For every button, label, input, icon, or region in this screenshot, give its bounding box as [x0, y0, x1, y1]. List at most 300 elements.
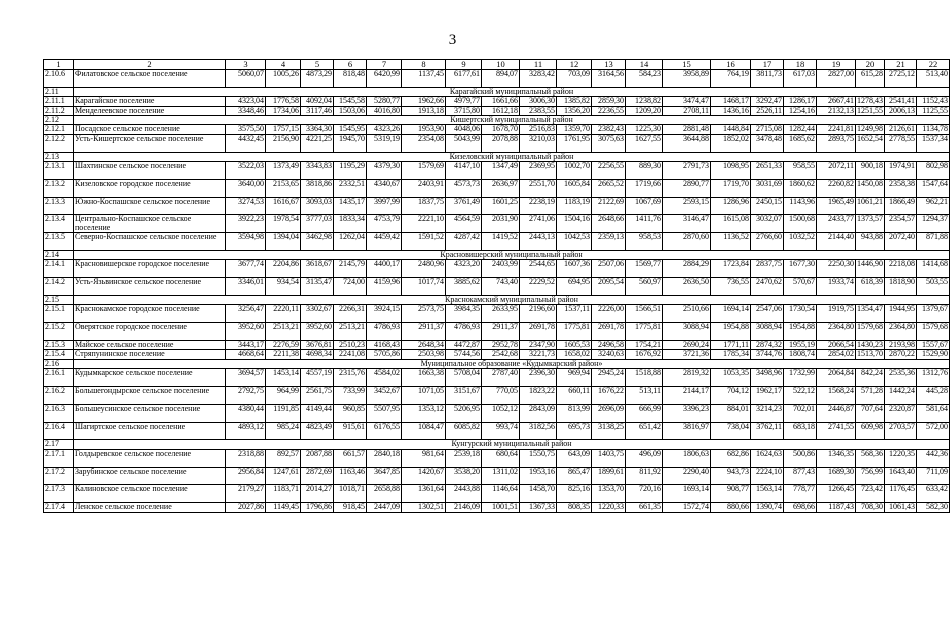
- value-cell: 4753,79: [367, 215, 402, 233]
- value-cell: 1913,18: [402, 106, 446, 115]
- value-cell: 3151,67: [446, 387, 482, 405]
- header-cell: 3: [226, 60, 266, 70]
- value-cell: 2318,88: [226, 449, 266, 467]
- value-cell: 2708,11: [663, 106, 711, 115]
- value-cell: 1134,78: [917, 125, 950, 134]
- value-cell: 1833,34: [334, 215, 367, 233]
- value-cell: 1757,15: [266, 125, 301, 134]
- header-cell: 22: [917, 60, 950, 70]
- settlement-name: Шахтинское сельское поселение: [74, 162, 226, 180]
- value-cell: 1312,76: [917, 369, 950, 387]
- value-cell: 3594,98: [226, 233, 266, 251]
- value-cell: 3093,03: [301, 197, 334, 215]
- value-cell: 1503,06: [334, 106, 367, 115]
- value-cell: 2396,30: [520, 369, 557, 387]
- section-code: 2.17: [44, 440, 74, 449]
- row-code: 2.13.5: [44, 233, 74, 251]
- value-cell: 733,99: [334, 387, 367, 405]
- value-cell: 2881,48: [663, 125, 711, 134]
- section-title: Муниципальное образование «Кудымкарский район»: [74, 359, 950, 368]
- value-cell: 723,42: [856, 485, 885, 503]
- value-cell: 1537,11: [557, 305, 592, 323]
- value-cell: 943,88: [856, 233, 885, 251]
- value-cell: 2870,60: [663, 233, 711, 251]
- header-cell: 21: [885, 60, 917, 70]
- table-row: [44, 305, 950, 323]
- value-cell: 3677,74: [226, 260, 266, 278]
- value-cell: 2573,75: [402, 305, 446, 323]
- value-cell: 1249,98: [857, 124, 883, 134]
- value-cell: 1658,02: [557, 350, 592, 359]
- value-cell: 1754,21: [626, 341, 663, 350]
- settlement-name: Голдыревское сельское поселение: [74, 449, 226, 467]
- header-cell: 12: [557, 60, 592, 70]
- value-cell: 1678,70: [482, 125, 520, 134]
- value-cell: 3952,60: [226, 323, 266, 341]
- value-cell: 3744,76: [751, 350, 784, 359]
- value-cell: 4340,67: [367, 179, 402, 197]
- value-cell: 1545,58: [334, 97, 367, 106]
- value-cell: 4323,04: [226, 97, 266, 106]
- value-cell: 3240,63: [592, 350, 626, 359]
- value-cell: 1379,67: [917, 305, 950, 323]
- row-code: 2.14.2: [44, 278, 74, 296]
- value-cell: 1852,02: [711, 134, 751, 152]
- row-code: 2.17.3: [44, 485, 74, 503]
- value-cell: 2510,66: [663, 305, 711, 323]
- value-cell: 2778,55: [885, 134, 917, 152]
- value-cell: 5705,86: [367, 350, 402, 359]
- value-cell: 560,97: [626, 278, 663, 296]
- value-cell: 2633,95: [482, 305, 520, 323]
- value-cell: 3885,62: [446, 278, 482, 296]
- value-cell: 660,11: [557, 387, 592, 405]
- value-cell: 1569,77: [626, 260, 663, 278]
- value-cell: 3135,47: [301, 278, 334, 296]
- value-cell: 3818,86: [301, 179, 334, 197]
- value-cell: 2593,15: [663, 197, 711, 215]
- value-cell: 3811,73: [751, 70, 784, 88]
- value-cell: 2064,84: [817, 369, 856, 387]
- value-cell: 4557,19: [301, 369, 334, 387]
- value-cell: 1286,96: [711, 197, 751, 215]
- value-cell: 3396,23: [663, 404, 711, 422]
- value-cell: 3522,03: [226, 162, 266, 180]
- value-cell: 1450,08: [856, 179, 885, 197]
- value-cell: 1294,37: [917, 215, 950, 233]
- value-cell: 2383,55: [520, 106, 557, 115]
- value-cell: 1719,70: [711, 179, 751, 197]
- value-cell: 1238,82: [626, 97, 663, 106]
- value-cell: 884,01: [711, 404, 751, 422]
- value-cell: 2145,79: [334, 260, 367, 278]
- value-cell: 1933,74: [817, 278, 856, 296]
- row-code: 2.13.2: [44, 179, 74, 197]
- value-cell: 2211,38: [266, 350, 301, 359]
- value-cell: 1146,64: [482, 485, 520, 503]
- settlement-name: Южно-Коспашское сельское поселение: [74, 197, 226, 215]
- value-cell: 5043,99: [446, 134, 482, 152]
- value-cell: 2725,12: [885, 70, 917, 88]
- value-cell: 2072,11: [817, 162, 856, 180]
- value-cell: 2874,32: [751, 341, 784, 350]
- value-cell: 1453,14: [266, 369, 301, 387]
- value-cell: 2078,88: [482, 134, 520, 152]
- value-cell: 2766,60: [751, 233, 784, 251]
- value-cell: 1723,84: [711, 260, 751, 278]
- settlement-name: Калиновское сельское поселение: [74, 485, 226, 503]
- value-cell: 2347,90: [520, 341, 557, 350]
- header-cell: 17: [751, 60, 784, 70]
- value-cell: 1191,85: [266, 404, 301, 422]
- value-cell: 3302,67: [301, 305, 334, 323]
- value-cell: 1067,69: [626, 197, 663, 215]
- settlement-name: Центрально-Коспашское сельское поселение: [74, 215, 226, 233]
- settlement-name: Усть-Кишертское сельское поселение: [74, 134, 226, 152]
- value-cell: 1187,43: [817, 503, 856, 512]
- value-cell: 1557,67: [917, 341, 950, 350]
- value-cell: 445,28: [917, 387, 950, 405]
- value-cell: 3210,03: [520, 134, 557, 152]
- value-cell: 3032,07: [751, 215, 784, 233]
- value-cell: 3075,63: [592, 134, 626, 152]
- value-cell: 2715,08: [751, 125, 784, 134]
- value-cell: 2859,30: [592, 97, 626, 106]
- value-cell: 969,94: [557, 369, 592, 387]
- table-body: [44, 60, 950, 513]
- value-cell: 908,77: [711, 485, 751, 503]
- value-cell: 5206,95: [446, 404, 482, 422]
- row-code: 2.10.6: [44, 70, 74, 88]
- value-cell: 2636,97: [482, 179, 520, 197]
- settlement-name: Майское сельское поселение: [74, 341, 226, 350]
- value-cell: 2480,96: [402, 260, 446, 278]
- value-cell: 865,47: [557, 467, 592, 485]
- section-code: 2.12: [44, 116, 74, 125]
- header-cell: 13: [592, 60, 626, 70]
- value-cell: 4149,44: [301, 404, 334, 422]
- value-cell: 2561,75: [301, 387, 334, 405]
- value-cell: 2787,40: [482, 369, 520, 387]
- value-cell: 4159,96: [367, 278, 402, 296]
- value-cell: 1962,17: [751, 387, 784, 405]
- value-cell: 1356,20: [557, 106, 592, 115]
- value-cell: 1579,69: [402, 162, 446, 180]
- section-code: 2.16: [44, 359, 74, 368]
- table-row: [44, 369, 950, 387]
- row-code: 2.11.1: [44, 97, 74, 106]
- value-cell: 3997,99: [367, 197, 402, 215]
- value-cell: 2087,88: [301, 449, 334, 467]
- value-cell: 503,55: [917, 278, 950, 296]
- value-cell: 3006,30: [520, 97, 557, 106]
- value-cell: 1183,19: [557, 197, 592, 215]
- table-row: [44, 215, 950, 233]
- value-cell: 958,53: [626, 233, 663, 251]
- settlement-name: Оверятское городское поселение: [74, 323, 226, 341]
- value-cell: 4221,25: [301, 134, 334, 152]
- value-cell: 3346,01: [226, 278, 266, 296]
- value-cell: 892,57: [266, 449, 301, 467]
- value-cell: 666,99: [626, 404, 663, 422]
- table-row: [44, 503, 950, 512]
- value-cell: 1018,71: [334, 485, 367, 503]
- value-cell: 4564,59: [446, 215, 482, 233]
- value-cell: 2354,57: [885, 215, 917, 233]
- value-cell: 2031,90: [482, 215, 520, 233]
- value-cell: 2358,38: [885, 179, 917, 197]
- value-cell: 2893,75: [817, 134, 856, 152]
- value-cell: 1537,34: [917, 134, 950, 152]
- value-cell: 2364,80: [885, 323, 917, 341]
- value-cell: 1676,22: [592, 387, 626, 405]
- value-cell: 2179,27: [226, 485, 266, 503]
- value-cell: 1953,16: [520, 467, 557, 485]
- section-code: 2.15: [44, 296, 74, 305]
- value-cell: 1137,45: [402, 70, 446, 88]
- value-cell: 1732,99: [784, 369, 817, 387]
- value-cell: 1017,74: [402, 278, 446, 296]
- value-cell: 2364,80: [817, 323, 856, 341]
- value-cell: 1005,26: [266, 70, 301, 88]
- row-code: 2.16.2: [44, 387, 74, 405]
- value-cell: 3640,00: [226, 179, 266, 197]
- value-cell: 1962,66: [402, 97, 446, 106]
- value-cell: 2320,87: [885, 404, 917, 422]
- value-cell: 2144,17: [663, 387, 711, 405]
- value-cell: 1353,12: [402, 404, 446, 422]
- row-code: 2.15.4: [44, 350, 74, 359]
- section-title: Красновишерский муниципальный район: [74, 251, 950, 260]
- value-cell: 5319,19: [367, 134, 402, 152]
- table-row: [44, 323, 950, 341]
- value-cell: 1420,67: [402, 467, 446, 485]
- value-cell: 5280,77: [367, 97, 402, 106]
- value-cell: 5060,07: [226, 70, 266, 88]
- value-cell: 1730,54: [784, 305, 817, 323]
- value-cell: 4584,02: [367, 369, 402, 387]
- value-cell: 1796,86: [301, 503, 334, 512]
- value-cell: 2359,13: [592, 233, 626, 251]
- value-cell: 1411,76: [626, 215, 663, 233]
- value-cell: 2236,55: [592, 106, 626, 115]
- value-cell: 1953,90: [402, 125, 446, 134]
- value-cell: 2276,59: [266, 341, 301, 350]
- value-cell: 633,42: [917, 485, 950, 503]
- value-cell: 522,12: [784, 387, 817, 405]
- value-cell: 572,00: [917, 422, 950, 440]
- value-cell: 1448,84: [711, 125, 751, 134]
- value-cell: 3283,42: [520, 70, 557, 88]
- value-cell: 694,95: [557, 278, 592, 296]
- section-row: [44, 440, 950, 449]
- value-cell: 1579,68: [917, 323, 950, 341]
- value-cell: 778,77: [784, 485, 817, 503]
- value-cell: 1084,47: [402, 422, 446, 440]
- value-cell: 4380,44: [226, 404, 266, 422]
- value-cell: 915,61: [334, 422, 367, 440]
- value-cell: 1719,66: [626, 179, 663, 197]
- value-cell: 2132,13: [817, 106, 856, 115]
- header-cell: 7: [367, 60, 402, 70]
- value-cell: 1500,68: [784, 215, 817, 233]
- table-row: [44, 387, 950, 405]
- value-cell: 2204,86: [266, 260, 301, 278]
- value-cell: 1954,88: [711, 323, 751, 341]
- value-cell: 2819,32: [663, 369, 711, 387]
- value-cell: 1563,14: [751, 485, 784, 503]
- value-cell: 3715,80: [446, 106, 482, 115]
- value-cell: 1643,40: [885, 467, 917, 485]
- value-cell: 2446,87: [817, 404, 856, 422]
- value-cell: 3644,88: [663, 134, 711, 152]
- value-cell: 3958,89: [663, 70, 711, 88]
- value-cell: 1098,95: [711, 162, 751, 180]
- value-cell: 4893,12: [226, 422, 266, 440]
- value-cell: 2516,83: [520, 125, 557, 134]
- value-cell: 2911,37: [402, 323, 446, 341]
- value-cell: 2470,62: [751, 278, 784, 296]
- value-cell: 2872,69: [301, 467, 334, 485]
- value-cell: 500,86: [784, 449, 817, 467]
- value-cell: 5507,95: [367, 404, 402, 422]
- value-cell: 1061,43: [885, 503, 917, 512]
- table-row: [44, 233, 950, 251]
- settlement-name: Краснокамское городское поселение: [74, 305, 226, 323]
- value-cell: 1394,04: [266, 233, 301, 251]
- value-cell: 695,73: [557, 422, 592, 440]
- section-code: 2.14: [44, 251, 74, 260]
- value-cell: 2006,13: [885, 106, 917, 115]
- value-cell: 2741,06: [520, 215, 557, 233]
- row-code: 2.17.4: [44, 503, 74, 512]
- value-cell: 4379,30: [367, 162, 402, 180]
- value-cell: 1125,55: [917, 106, 950, 115]
- settlement-name: Кизеловское городское поселение: [74, 179, 226, 197]
- value-cell: 2956,84: [226, 467, 266, 485]
- settlement-name: Посадское сельское поселение: [74, 125, 226, 134]
- value-cell: 698,66: [784, 503, 817, 512]
- value-cell: 1251,55: [857, 105, 883, 115]
- value-cell: 1373,49: [266, 162, 301, 180]
- table-row: [44, 260, 950, 278]
- value-cell: 1061,21: [856, 197, 885, 215]
- value-cell: 2153,65: [266, 179, 301, 197]
- value-cell: 661,57: [334, 449, 367, 467]
- value-cell: 1367,33: [520, 503, 557, 512]
- value-cell: 1954,88: [784, 323, 817, 341]
- value-cell: 2256,55: [592, 162, 626, 180]
- value-cell: 985,24: [266, 422, 301, 440]
- value-cell: 1143,96: [784, 197, 817, 215]
- value-cell: 2658,88: [367, 485, 402, 503]
- value-cell: 702,01: [784, 404, 817, 422]
- value-cell: 3762,11: [751, 422, 784, 440]
- row-code: 2.17.2: [44, 467, 74, 485]
- value-cell: 1919,75: [817, 305, 856, 323]
- value-cell: 4400,17: [367, 260, 402, 278]
- value-cell: 1808,74: [784, 350, 817, 359]
- value-cell: 2156,90: [266, 134, 301, 152]
- value-cell: 1403,75: [592, 449, 626, 467]
- value-cell: 3761,49: [446, 197, 482, 215]
- value-cell: 3952,60: [301, 323, 334, 341]
- value-cell: 1053,35: [711, 369, 751, 387]
- value-cell: 2290,40: [663, 467, 711, 485]
- value-cell: 1612,18: [482, 106, 520, 115]
- value-cell: 3214,23: [751, 404, 784, 422]
- row-code: 2.11.2: [44, 106, 74, 115]
- table-row: [44, 467, 950, 485]
- value-cell: 1513,70: [857, 349, 883, 359]
- value-cell: 1390,74: [751, 503, 784, 512]
- value-cell: 720,16: [626, 485, 663, 503]
- value-cell: 1042,53: [557, 233, 592, 251]
- value-cell: 724,00: [334, 278, 367, 296]
- value-cell: 682,86: [711, 449, 751, 467]
- value-cell: 1529,90: [917, 350, 950, 359]
- value-cell: 1616,67: [266, 197, 301, 215]
- value-cell: 1278,43: [857, 96, 883, 106]
- settlement-name: Стряпунинское поселение: [74, 350, 226, 359]
- value-cell: 4323,26: [367, 125, 402, 134]
- value-cell: 2369,95: [520, 162, 557, 180]
- value-cell: 900,18: [856, 162, 885, 180]
- value-cell: 4698,34: [301, 350, 334, 359]
- value-cell: 1419,52: [482, 233, 520, 251]
- value-cell: 707,64: [856, 404, 885, 422]
- value-cell: 1504,16: [557, 215, 592, 233]
- value-cell: 1353,70: [592, 485, 626, 503]
- value-cell: 802,98: [917, 162, 950, 180]
- value-cell: 1359,70: [557, 125, 592, 134]
- value-cell: 2443,13: [520, 233, 557, 251]
- value-cell: 4048,06: [446, 125, 482, 134]
- table-row: [44, 162, 950, 180]
- value-cell: 3221,73: [520, 350, 557, 359]
- settlement-name: Карагайское поселение: [74, 97, 226, 106]
- table-row: [44, 449, 950, 467]
- table-row: [44, 134, 950, 152]
- value-cell: 889,30: [626, 162, 663, 180]
- row-code: 2.15.3: [44, 341, 74, 350]
- value-cell: 4147,10: [446, 162, 482, 180]
- value-cell: 1652,54: [856, 134, 885, 152]
- value-cell: 2544,65: [520, 260, 557, 278]
- value-cell: 1775,81: [557, 323, 592, 341]
- header-cell: 16: [711, 60, 751, 70]
- row-code: 2.13.1: [44, 162, 74, 180]
- value-cell: 3984,35: [446, 305, 482, 323]
- value-cell: 1605,53: [557, 341, 592, 350]
- value-cell: 4092,04: [301, 97, 334, 106]
- value-cell: 3694,57: [226, 369, 266, 387]
- value-cell: 442,36: [917, 449, 950, 467]
- value-cell: 1693,14: [663, 485, 711, 503]
- value-cell: 1624,63: [751, 449, 784, 467]
- value-cell: 1591,52: [402, 233, 446, 251]
- header-cell: 14: [626, 60, 663, 70]
- value-cell: 3443,17: [226, 341, 266, 350]
- value-cell: 1032,52: [784, 233, 817, 251]
- value-cell: 2539,18: [446, 449, 482, 467]
- value-cell: 1899,61: [592, 467, 626, 485]
- value-cell: 683,18: [784, 422, 817, 440]
- value-cell: 651,42: [626, 422, 663, 440]
- value-cell: 3452,67: [367, 387, 402, 405]
- value-cell: 6177,61: [446, 70, 482, 88]
- row-code: 2.16.3: [44, 404, 74, 422]
